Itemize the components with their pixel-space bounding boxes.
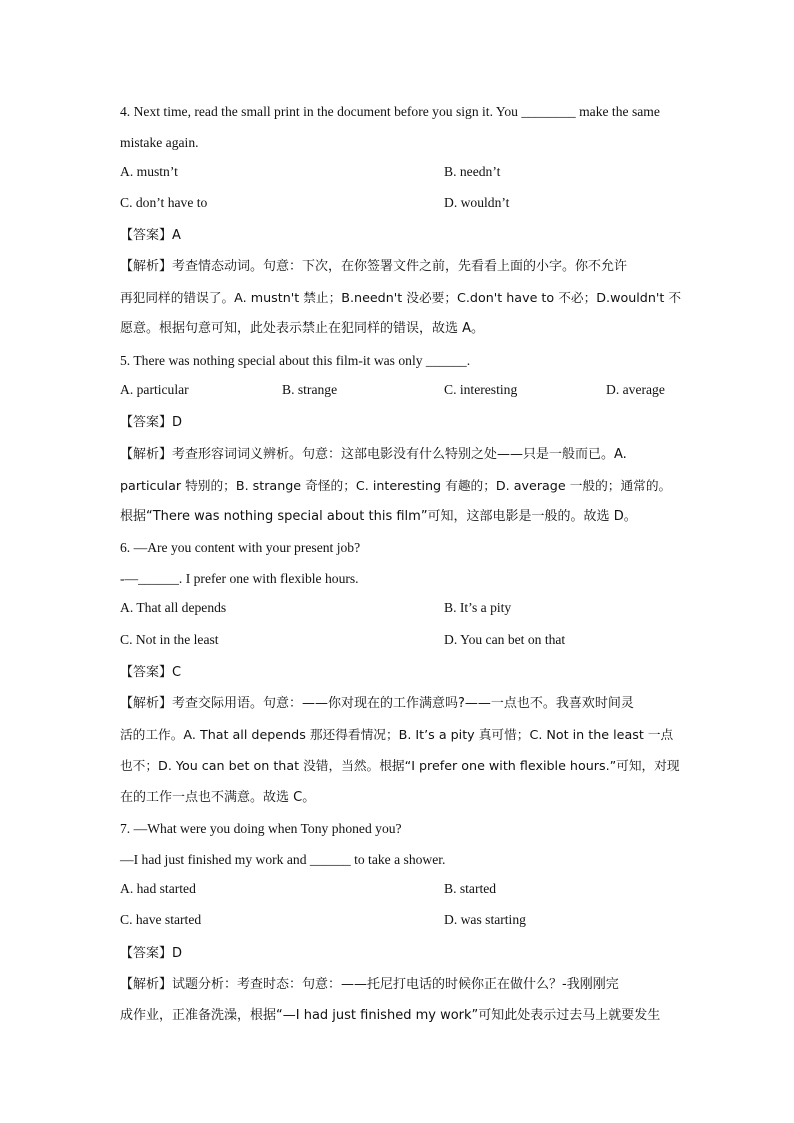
q5-answer: 【答案】D [120, 415, 183, 430]
q6-analysis-line2: 活的工作。A. That all depends 那还得看情况；B. It’s a pity 真可惜；C. Not in the least 一点 [120, 727, 674, 742]
q7-stem-line1: 7. —What were you doing when Tony phoned you? [120, 821, 402, 836]
q6-analysis-line3: 也不；D. You can bet on that 没错，当然。根据“I prefer one with flexible hours.”可知，对现 [120, 758, 680, 773]
q5-analysis-line3: 根据“There was nothing special about this film”可知，这部电影是一般的。故选 D。 [120, 509, 637, 524]
q4-analysis-line2: 再犯同样的错误了。A. mustn't 禁止；B.needn't 没必要；C.don't have to 不必；D.wouldn't 不 [120, 290, 682, 305]
q4-option-a: A. mustn’t [120, 164, 178, 179]
q7-stem-line2: —I had just finished my work and ______ to take a shower. [120, 852, 446, 867]
q6-stem-line1: 6. —Are you content with your present job? [120, 540, 361, 555]
q5-option-b: B. strange [282, 382, 338, 397]
q6-analysis-line4: 在的工作一点也不满意。故选 C。 [120, 790, 316, 805]
q7-options-row1 [120, 881, 680, 901]
q4-options-row1 [120, 164, 680, 184]
q6-option-d: D. You can bet on that [444, 632, 566, 647]
q6-answer: 【答案】C [120, 665, 182, 680]
q5-stem-line1: 5. There was nothing special about this film-it was only ______. [120, 353, 471, 368]
q7-analysis-line2: 成作业，正准备洗澡，根据“—I had just finished my work”可知此处表示过去马上就要发生 [120, 1008, 661, 1023]
q5-option-c: C. interesting [444, 382, 518, 397]
q7-option-b: B. started [444, 881, 497, 896]
q7-options-row2 [120, 912, 680, 932]
q4-analysis-line3: 愿意。根据句意可知，此处表示禁止在犯同样的错误，故选 A。 [120, 321, 485, 336]
q6-options-row2 [120, 632, 680, 652]
q6-options-row1 [120, 600, 680, 620]
q4-options-row2 [120, 195, 680, 215]
q4-option-d: D. wouldn’t [444, 195, 510, 210]
q5-options-row [120, 382, 680, 402]
q6-option-a: A. That all depends [120, 600, 227, 615]
q4-option-b: B. needn’t [444, 164, 501, 179]
q6-analysis-line1: 【解析】考查交际用语。句意：——你对现在的工作满意吗?——一点也不。我喜欢时间灵 [120, 696, 634, 711]
q4-stem-line2: mistake again. [120, 135, 199, 150]
q7-analysis-line1: 【解析】试题分析：考查时态：句意：——托尼打电话的时候你正在做什么？-我刚刚完 [120, 977, 619, 992]
q5-analysis-line2: particular 特别的；B. strange 奇怪的；C. interesting 有趣的；D. average 一般的；通常的。 [120, 478, 672, 493]
q4-answer: 【答案】A [120, 228, 181, 243]
q6-option-b: B. It’s a pity [444, 600, 512, 615]
q5-option-d: D. average [606, 382, 665, 397]
q7-option-d: D. was starting [444, 912, 526, 927]
q7-option-a: A. had started [120, 881, 196, 896]
q6-stem-line2: -—______. I prefer one with flexible hours. [120, 571, 359, 586]
q5-option-a: A. particular [120, 382, 189, 397]
q5-analysis-line1: 【解析】考查形容词词义辨析。句意：这部电影没有什么特别之处——只是一般而已。A. [120, 447, 627, 462]
q4-stem-line1: 4. Next time, read the small print in the document before you sign it. You ________ make the same [120, 104, 660, 119]
q4-option-c: C. don’t have to [120, 195, 208, 210]
q7-option-c: C. have started [120, 912, 202, 927]
q4-analysis-line1: 【解析】考查情态动词。句意：下次，在你签署文件之前，先看看上面的小字。你不允许 [120, 259, 628, 274]
q7-answer: 【答案】D [120, 946, 183, 961]
q6-option-c: C. Not in the least [120, 632, 219, 647]
